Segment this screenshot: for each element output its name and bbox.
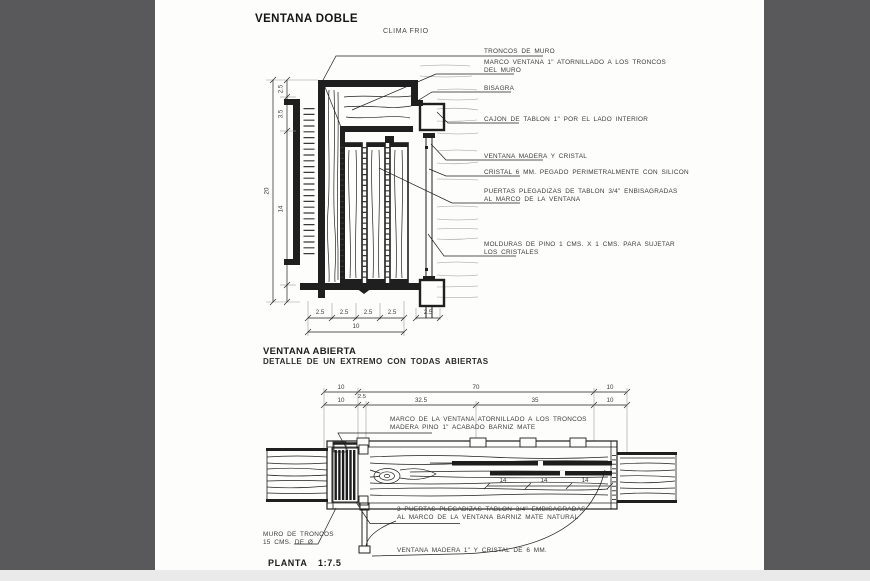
callout-cajon: CAJON DE TABLON 1" POR EL LADO INTERIOR [484,116,649,123]
dim-left-3-5: 3.5 [277,109,285,119]
callout-marco: MARCO VENTANA 1" ATORNILLADO A LOS TRONCOS DEL MURO [484,59,667,74]
bottom-strip [0,570,870,581]
plan-callout-marco: MARCO DE LA VENTANA ATORNILLADO A LOS TRONCOS MADERA PINO 1" ACABADO BARNIZ MATE [390,416,587,431]
dim-bottom-total: 10 [352,323,360,330]
dim-r2-32-5: 32.5 [414,397,428,404]
paper-sheet [155,0,764,570]
sheet-title: VENTANA DOBLE [255,13,358,25]
dim-r2-10a: 10 [337,397,345,404]
callout-bisagra: BISAGRA [484,85,515,92]
dim-leaf-3: 14 [581,477,589,484]
footer-scale: 1:7.5 [318,558,342,568]
dim-bottom-1: 2.5 [315,309,325,316]
dim-bottom-5: 2.5 [423,309,433,316]
dim-leaf-2: 14 [540,477,548,484]
dim-r1-10a: 10 [337,384,345,391]
plan-callout-puertas: 3 PUERTAS PLEGADIZAS TABLON 3/4" EMBISAGRADAS AL MARCO DE LA VENTANA BARNIZ MATE NATURAL [397,506,586,521]
dim-bottom-4: 2.5 [387,309,397,316]
callout-molduras: MOLDURAS DE PINO 1 CMS. X 1 CMS. PARA SUJETAR LOS CRISTALES [484,241,675,256]
dim-left-20: 20 [263,187,271,195]
dim-r2-10b: 10 [606,397,614,404]
plan-subtitle: DETALLE DE UN EXTREMO CON TODAS ABIERTAS [263,357,489,366]
dim-r2-35: 35 [531,397,539,404]
climate-label: CLIMA FRIO [383,28,429,35]
dim-left-14: 14 [277,205,285,213]
callout-troncos: TRONCOS DE MURO [484,48,555,55]
dim-r1-70: 70 [472,384,480,391]
plan-title: VENTANA ABIERTA [263,346,357,357]
plan-callout-ventana: VENTANA MADERA 1" Y CRISTAL DE 6 MM. [397,547,547,554]
dim-bottom-3: 2.5 [363,309,373,316]
dim-left-2-5: 2.5 [277,84,285,94]
dim-bottom-2: 2.5 [339,309,349,316]
callout-ventana-madera: VENTANA MADERA Y CRISTAL [484,153,588,160]
callout-cristal: CRISTAL 6 MM. PEGADO PERIMETRALMENTE CON SILICON [484,169,689,176]
dim-r2-2-5: 2.5 [358,394,366,400]
plan-callout-muro: MURO DE TRONCOS 15 CMS. DE Ø [263,531,334,546]
footer-planta: PLANTA [268,558,308,568]
dim-r1-10b: 10 [606,384,614,391]
callout-puertas: PUERTAS PLEGADIZAS DE TABLON 3/4" ENBISAGRADAS AL MARCO DE LA VENTANA [484,188,678,203]
dim-leaf-1: 14 [499,477,507,484]
